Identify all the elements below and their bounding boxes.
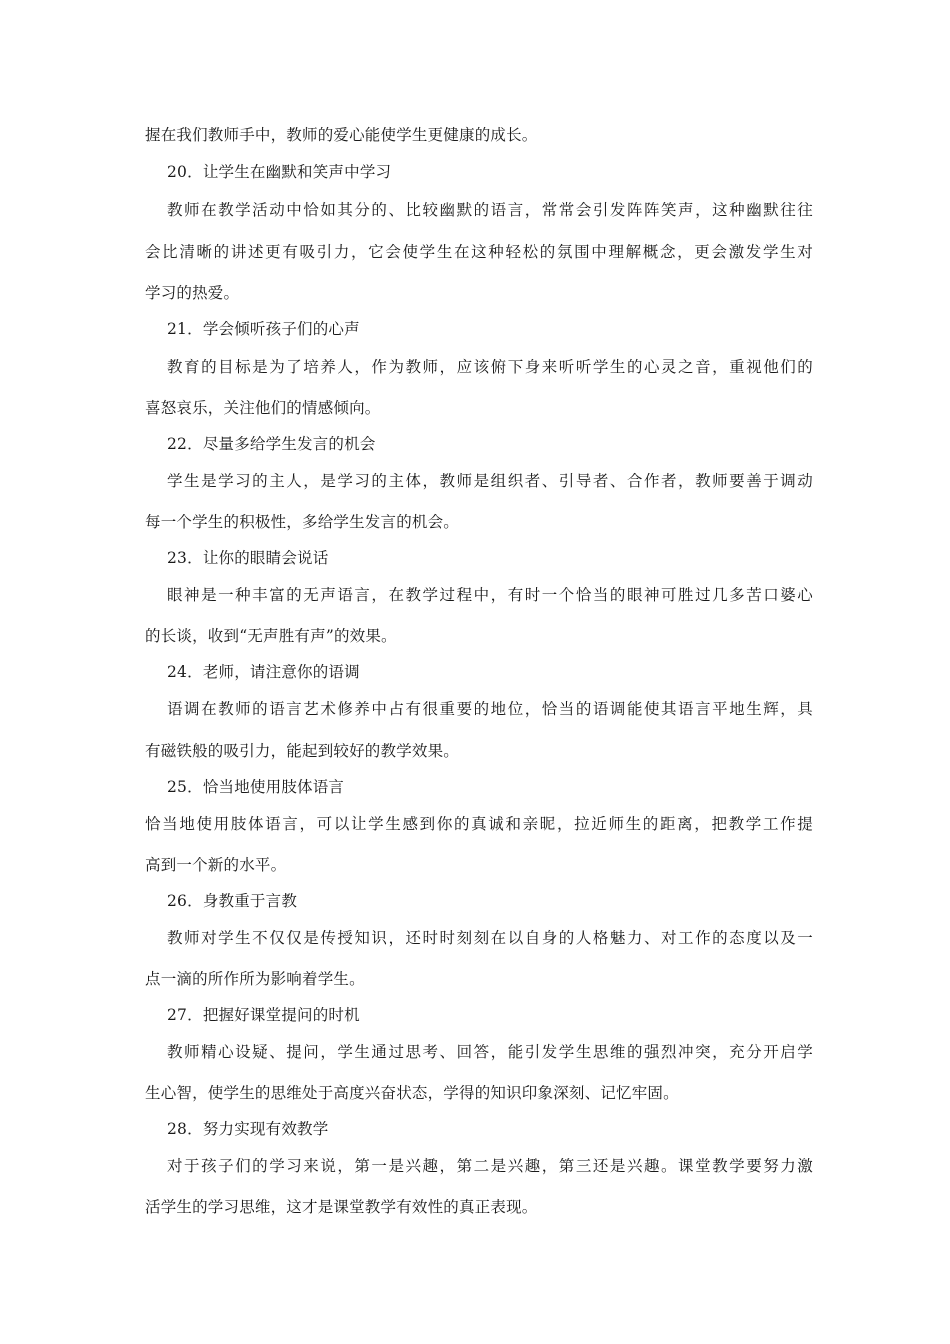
paragraph-line: 对于孩子们的学习来说，第一是兴趣，第二是兴趣，第三还是兴趣。课堂教学要努力激 bbox=[167, 1157, 813, 1175]
section-heading-23: 23．让你的眼睛会说话 bbox=[167, 549, 329, 567]
paragraph-line: 会比清晰的讲述更有吸引力，它会使学生在这种轻松的氛围中理解概念，更会激发学生对 bbox=[145, 243, 813, 261]
paragraph-line: 学习的热爱。 bbox=[145, 284, 240, 302]
paragraph-line: 点一滴的所作所为影响着学生。 bbox=[145, 970, 365, 988]
section-heading-20: 20．让学生在幽默和笑声中学习 bbox=[167, 163, 392, 181]
section-heading-21: 21．学会倾听孩子们的心声 bbox=[167, 320, 360, 338]
section-heading-24: 24．老师，请注意你的语调 bbox=[167, 663, 360, 681]
paragraph-line: 高到一个新的水平。 bbox=[145, 856, 287, 874]
section-heading-22: 22．尽量多给学生发言的机会 bbox=[167, 435, 376, 453]
section-heading-28: 28．努力实现有效教学 bbox=[167, 1120, 329, 1138]
paragraph-line: 的长谈，收到“无声胜有声”的效果。 bbox=[145, 627, 397, 645]
paragraph-line: 学生是学习的主人，是学习的主体，教师是组织者、引导者、合作者，教师要善于调动 bbox=[167, 472, 813, 490]
paragraph-line: 活学生的学习思维，这才是课堂教学有效性的真正表现。 bbox=[145, 1198, 538, 1216]
section-heading-27: 27．把握好课堂提问的时机 bbox=[167, 1006, 360, 1024]
paragraph-line: 教师对学生不仅仅是传授知识，还时时刻刻在以自身的人格魅力、对工作的态度以及一 bbox=[167, 929, 813, 947]
paragraph-line: 教师精心设疑、提问，学生通过思考、回答，能引发学生思维的强烈冲突，充分开启学 bbox=[167, 1043, 813, 1061]
paragraph-line: 握在我们教师手中，教师的爱心能使学生更健康的成长。 bbox=[145, 126, 538, 144]
paragraph-line: 喜怒哀乐，关注他们的情感倾向。 bbox=[145, 399, 381, 417]
paragraph-line: 每一个学生的积极性，多给学生发言的机会。 bbox=[145, 513, 460, 531]
paragraph-line: 生心智，使学生的思维处于高度兴奋状态，学得的知识印象深刻、记忆牢固。 bbox=[145, 1084, 679, 1102]
paragraph-line: 教育的目标是为了培养人，作为教师，应该俯下身来听听学生的心灵之音，重视他们的 bbox=[167, 358, 813, 376]
section-heading-25: 25．恰当地使用肢体语言 bbox=[167, 778, 345, 796]
paragraph-line: 教师在教学活动中恰如其分的、比较幽默的语言，常常会引发阵阵笑声，这种幽默往往 bbox=[167, 201, 813, 219]
section-heading-26: 26．身教重于言教 bbox=[167, 892, 298, 910]
paragraph-line: 有磁铁般的吸引力，能起到较好的教学效果。 bbox=[145, 742, 460, 760]
paragraph-line: 恰当地使用肢体语言，可以让学生感到你的真诚和亲昵，拉近师生的距离，把教学工作提 bbox=[145, 815, 813, 833]
paragraph-line: 语调在教师的语言艺术修养中占有很重要的地位，恰当的语调能使其语言平地生辉，具 bbox=[167, 700, 813, 718]
paragraph-line: 眼神是一种丰富的无声语言，在教学过程中，有时一个恰当的眼神可胜过几多苦口婆心 bbox=[167, 586, 813, 604]
